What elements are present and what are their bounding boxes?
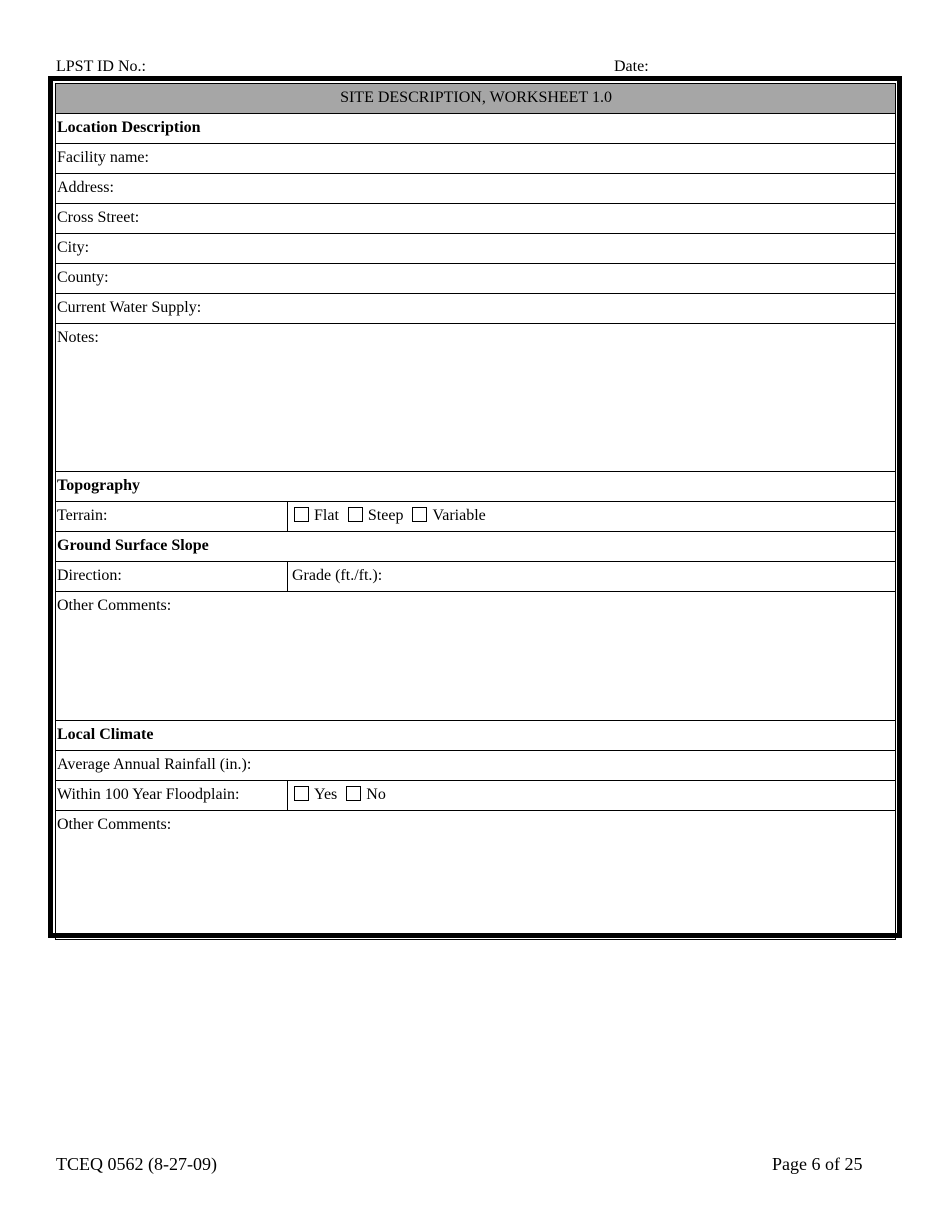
facility-name-field[interactable]: Facility name: — [56, 144, 896, 174]
variable-option-label: Variable — [432, 507, 486, 524]
flat-option-label: Flat — [314, 507, 339, 524]
flat-checkbox[interactable] — [294, 507, 309, 522]
variable-checkbox[interactable] — [412, 507, 427, 522]
yes-checkbox[interactable] — [294, 786, 309, 801]
ground-surface-slope-heading: Ground Surface Slope — [56, 532, 896, 562]
climate-other-comments-field[interactable]: Other Comments: — [56, 811, 896, 940]
slope-other-comments-field[interactable]: Other Comments: — [56, 592, 896, 721]
terrain-options — [288, 502, 896, 532]
steep-option-label: Steep — [367, 507, 404, 524]
grade-field[interactable]: Grade (ft./ft.): — [288, 562, 896, 592]
yes-option-label: Yes — [314, 786, 338, 803]
local-climate-heading: Local Climate — [56, 721, 896, 751]
floodplain-options — [288, 781, 896, 811]
page-number: Page 6 of 25 — [772, 1154, 863, 1174]
location-description-heading: Location Description — [56, 114, 896, 144]
terrain-label: Terrain: — [56, 502, 288, 532]
steep-checkbox[interactable] — [348, 507, 363, 522]
floodplain-label: Within 100 Year Floodplain: — [56, 781, 288, 811]
form-id: TCEQ 0562 (8-27-09) — [56, 1154, 217, 1174]
city-field[interactable]: City: — [56, 234, 896, 264]
date-label: Date: — [614, 58, 649, 75]
worksheet-title: SITE DESCRIPTION, WORKSHEET 1.0 — [56, 84, 896, 114]
no-option-label: No — [366, 786, 386, 803]
lpst-id-label: LPST ID No.: — [56, 58, 146, 75]
county-field[interactable]: County: — [56, 264, 896, 294]
no-checkbox[interactable] — [346, 786, 361, 801]
notes-field[interactable]: Notes: — [56, 324, 896, 472]
topography-heading: Topography — [56, 472, 896, 502]
address-field[interactable]: Address: — [56, 174, 896, 204]
worksheet-frame — [48, 76, 902, 938]
worksheet-inner — [53, 81, 897, 933]
site-description-table — [55, 83, 896, 940]
average-annual-rainfall-field[interactable]: Average Annual Rainfall (in.): — [56, 751, 896, 781]
cross-street-field[interactable]: Cross Street: — [56, 204, 896, 234]
direction-field[interactable]: Direction: — [56, 562, 288, 592]
current-water-supply-field[interactable]: Current Water Supply: — [56, 294, 896, 324]
